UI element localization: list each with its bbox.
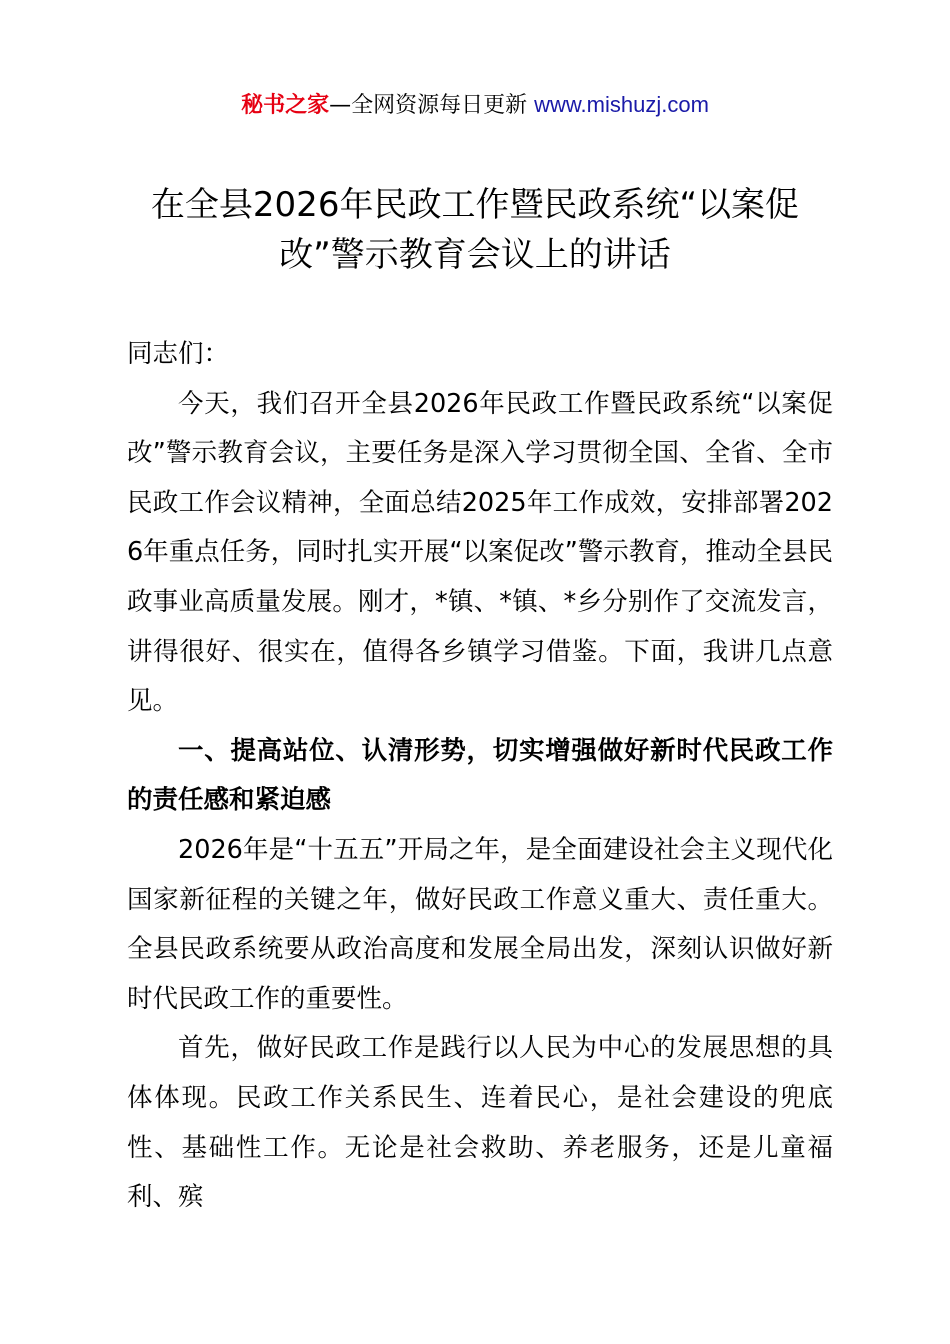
paragraph-first-point: 首先，做好民政工作是践行以人民为中心的发展思想的具体体现。民政工作关系民生、连着民心，是社会建设的兜底性、基础性工作。无论是社会救助、养老服务，还是儿童福利、殡 <box>127 1033 833 1213</box>
site-brand: 秘书之家 <box>241 93 330 118</box>
document-title-line-2: 改”警示教育会议上的讲话 <box>279 235 671 275</box>
paragraph-intro: 今天，我们召开全县2026年民政工作暨民政系统“以案促改”警示教育会议，主要任务是深入学习贯彻全国、全省、全市民政工作会议精神，全面总结2025年工作成效，安排部署2026年重点任务，同时扎实开展“以案促改”警示教育，推动全县民政事业高质量发展。刚才，*镇、*镇、*乡分别作了交流发言，讲得很好、很实在，值得各乡镇学习借鉴。下面，我讲几点意见。 <box>127 388 833 717</box>
document-body <box>127 330 833 1223</box>
document-title <box>120 180 830 280</box>
site-url[interactable]: www.mishuzj.com <box>534 92 709 117</box>
site-tagline: —全网资源每日更新 <box>329 93 528 118</box>
paragraph-context: 2026年是“十五五”开局之年，是全面建设社会主义现代化国家新征程的关键之年，做好民政工作意义重大、责任重大。全县民政系统要从政治高度和发展全局出发，深刻认识做好新时代民政工作的重要性。 <box>127 834 833 1014</box>
section-heading-1: 一、提高站位、认清形势，切实增强做好新时代民政工作的责任感和紧迫感 <box>127 735 833 816</box>
salutation: 同志们： <box>127 339 230 369</box>
site-header <box>0 88 950 123</box>
document-title-line-1: 在全县2026年民政工作暨民政系统“以案促 <box>150 185 800 225</box>
